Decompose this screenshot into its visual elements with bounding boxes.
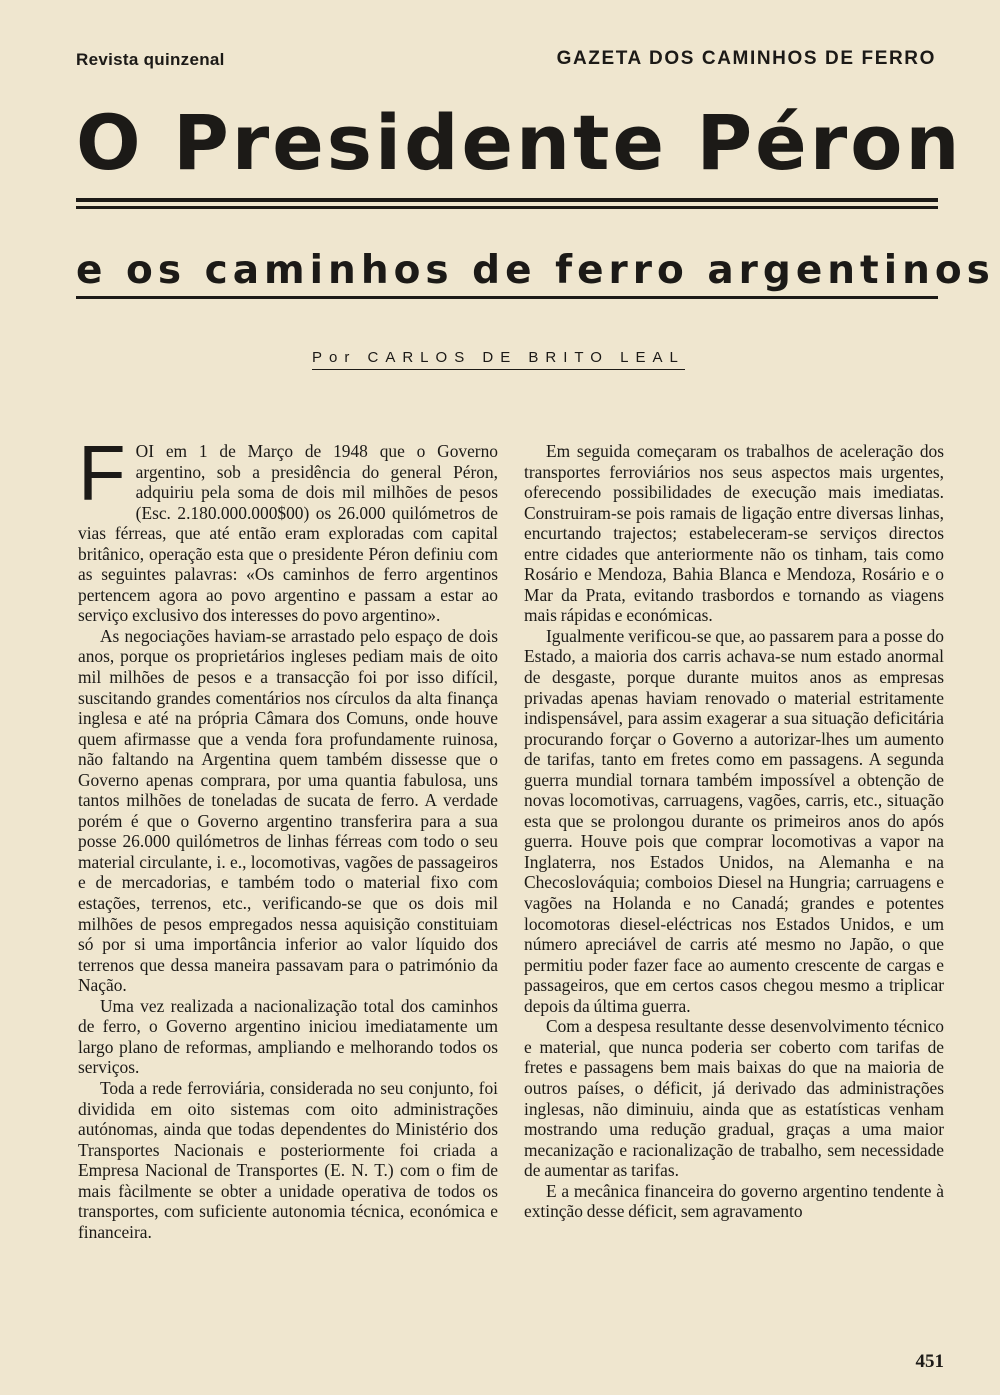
paragraph: As negociações haviam-se arrastado pelo espaço de dois anos, porque os proprietários ingleses pediam mais de oito mil milhões de pesos e a transacção foi por isso difícil, suscitando grandes comentários nos círculos da alta finança inglesa e até na própria Câmara dos Comuns, onde houve quem afirmasse que a venda fora profundamente ruinosa, não faltando na Argentina quem também dissesse que o Governo apenas comprara, por uma quantia fabulosa, uns tantos milhões de toneladas de sucata de ferro. A verdade porém é que o Governo argentino transferira para a sua posse 26.000 quilómetros de linhas férreas com todo o seu material circulante, i. e., locomotivas, vagões de passageiros e de mercadorias, e também todo o material fixo com estações, terrenos, etc., verificando-se que os dois mil milhões de pesos empregados nessa aquisição constituiam só por si uma importância inferior ao valor líquido dos terrenos que dessa maneira passavam para o património da Nação.: [78, 625, 498, 996]
text-column-right: [524, 441, 944, 1222]
page-number: 451: [915, 1351, 944, 1372]
title-rule-top: [76, 198, 938, 202]
paragraph: Uma vez realizada a nacionalização total dos caminhos de ferro, o Governo argentino iniciou imediatamente um largo plano de reformas, ampliando e melhorando todos os serviços.: [78, 995, 498, 1078]
paragraph: Em seguida começaram os trabalhos de aceleração dos transportes ferroviários nos seus aspectos mais urgentes, oferecendo possibilidades de execução mais imediatas. Construiram-se pois ramais de ligação entre diversas linhas, encurtando trajectos; estabeleceram-se serviços directos entre cidades que anteriormente não os tinham, tais como Rosário e Mendoza, Bahia Blanca e Mendoza, Rosário e o Mar da Prata, evitando trasbordos e tornando as viagens mais rápidas e económicas.: [524, 441, 944, 626]
paragraph: [78, 429, 498, 626]
paragraph: Com a despesa resultante desse desenvolvimento técnico e material, que nunca poderia ser coberto com tarifas de fretes e passagens bem mais baixas do que na maioria de outros países, o déficit, já derivado das administrações inglesas, não diminuiu, ainda que as estatísticas venham mostrando uma redução gradual, graças a uma maior mecanização e racionalização de trabalho, sem necessidade de aumentar as tarifas.: [524, 1016, 944, 1181]
article-title: O Presidente Péron: [76, 98, 963, 187]
running-header-right: GAZETA DOS CAMINHOS DE FERRO: [556, 48, 936, 69]
drop-cap: F: [78, 429, 126, 517]
running-header-left: Revista quinzenal: [76, 50, 225, 69]
paragraph: Toda a rede ferroviária, considerada no seu conjunto, foi dividida em oito sistemas com oito administrações autónomas, ainda que todas dependentes do Ministério dos Transportes Nacionais e posteriormente foi criada a Empresa Nacional de Transportes (E. N. T.) com o fim de mais fàcilmente se obter a unidade operativa de todos os transportes, com suficiente autonomia técnica, económica e financeira.: [78, 1077, 498, 1242]
subtitle-rule: [76, 296, 938, 299]
paragraph: E a mecânica financeira do governo argentino tendente à extinção desse déficit, sem agravamento: [524, 1180, 944, 1222]
paragraph-text: OI em 1 de Março de 1948 que o Governo argentino, sob a presidência do general Péron, adquiriu pela soma de dois mil milhões de pesos (Esc. 2.180.000.000$00) os 26.000 quilómetros de vias férreas, que até então eram exploradas com capital britânico, operação esta que o presidente Péron definiu com as seguintes palavras: «Os caminhos de ferro argentinos pertencem agora ao povo argentino e passam a estar ao serviço exclusivo dos interesses do povo argentino».: [78, 441, 498, 626]
text-column-left: [78, 429, 498, 1242]
title-rule-bottom: [76, 206, 938, 209]
article-subtitle: e os caminhos de ferro argentinos: [76, 248, 995, 293]
paragraph: Igualmente verificou-se que, ao passarem para a posse do Estado, a maioria dos carris achava-se num estado anormal de desgaste, porque durante muitos anos as empresas privadas apenas haviam renovado o material estritamente indispensável, para assim exagerar a sua situação deficitária procurando forçar o Governo a autorizar-lhes um aumento de tarifas, tanto em fretes como em passagens. A segunda guerra mundial tornara também impossível a obtenção de novas locomotivas, carruagens, vagões, carris, etc., situação esta que se prolongou durante os primeiros anos do após guerra. Houve pois que comprar locomotivas a vapor na Inglaterra, nos Estados Unidos, na Alemanha e na Checoslováquia; comboios Diesel na Hungria; carruagens e vagões na Holanda e no Canadá; grandes e potentes locomotoras diesel-eléctricas nos Estados Unidos, e um número apreciável de carris até mesmo no Japão, o que permitiu poder fazer face ao aumento crescente de cargas e passageiros, que em certos casos chegou mesmo a triplicar depois da última guerra.: [524, 625, 944, 1016]
byline: Por CARLOS DE BRITO LEAL: [312, 349, 685, 370]
